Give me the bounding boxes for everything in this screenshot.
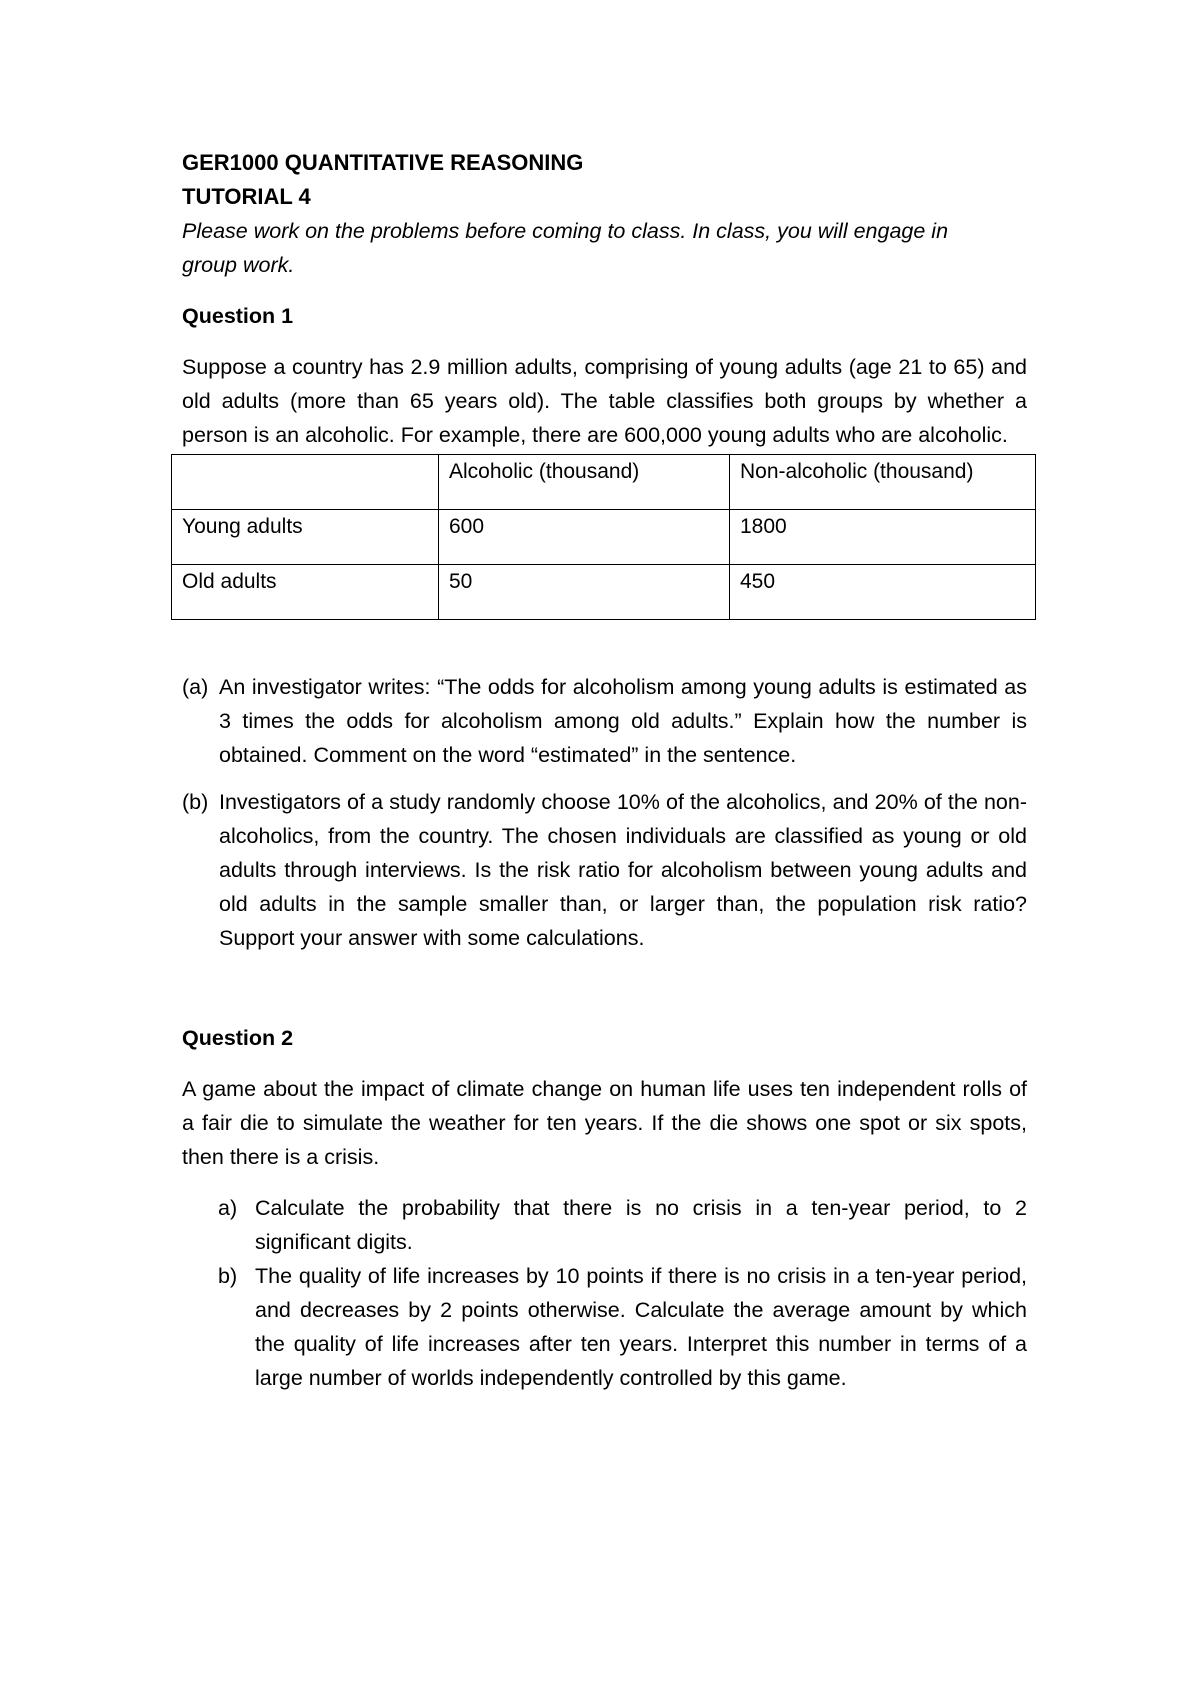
- alcoholism-table: [171, 454, 1036, 620]
- list-item: [182, 1259, 1027, 1395]
- list-item-marker: b): [218, 1264, 238, 1288]
- table-cell: 50: [439, 565, 730, 620]
- table-header-cell: [172, 455, 439, 510]
- question-1-heading: Question 1: [182, 304, 294, 328]
- table-row-label: Old adults: [172, 565, 439, 620]
- list-item: [182, 785, 1027, 955]
- table-header-cell: Non-alcoholic (thousand): [730, 455, 1036, 510]
- list-item: [182, 670, 1027, 772]
- list-item-marker: a): [218, 1196, 238, 1220]
- list-item-text: The quality of life increases by 10 points if there is no crisis in a ten-year period, and decreases by 2 points otherwise. Calculate the average amount by which the quality of life increases after ten years. Interpret this number in terms of a large number of worlds independently controlled by this game.: [255, 1264, 1027, 1390]
- table-header-cell: Alcoholic (thousand): [439, 455, 730, 510]
- list-item-text: Investigators of a study randomly choose 10% of the alcoholics, and 20% of the non-alcoholics, from the country. The chosen individuals are classified as young or old adults through interviews. Is the risk ratio for alcoholism between young adults and old adults in the sample smaller than, or larger than, the population risk ratio? Support your answer with some calculations.: [219, 790, 1027, 950]
- table-cell: 450: [730, 565, 1036, 620]
- question-2-body: A game about the impact of climate change on human life uses ten independent rolls of a fair die to simulate the weather for ten years. If the die shows one spot or six spots, then there is a crisis.: [182, 1077, 1027, 1169]
- question-1-table-container: [171, 454, 1036, 620]
- list-item-marker: (b): [182, 790, 209, 814]
- table-cell: 1800: [730, 510, 1036, 565]
- tutorial-title: TUTORIAL 4: [182, 184, 311, 209]
- table-row-label: Young adults: [172, 510, 439, 565]
- table-row: [172, 510, 1036, 565]
- list-item-text: Calculate the probability that there is no crisis in a ten-year period, to 2 significant digits.: [255, 1196, 1027, 1254]
- list-item-marker: (a): [182, 675, 209, 699]
- course-title: GER1000 QUANTITATIVE REASONING: [182, 150, 584, 175]
- document-content: [182, 146, 1027, 1395]
- question-2-parts: [182, 1191, 1027, 1395]
- table-cell: 600: [439, 510, 730, 565]
- list-item: [182, 1191, 1027, 1259]
- intro-instructions: Please work on the problems before coming to class. In class, you will engage in group work.: [182, 219, 949, 277]
- question-1-parts: [182, 670, 1027, 955]
- table-row: [172, 565, 1036, 620]
- question-2-heading: Question 2: [182, 1026, 294, 1050]
- table-header-row: [172, 455, 1036, 510]
- question-1-body: Suppose a country has 2.9 million adults, comprising of young adults (age 21 to 65) and old adults (more than 65 years old). The table classifies both groups by whether a person is an alcoholic. For example, there are 600,000 young adults who are alcoholic.: [182, 355, 1027, 447]
- list-item-text: An investigator writes: “The odds for alcoholism among young adults is estimated as 3 times the odds for alcoholism among old adults.” Explain how the number is obtained. Comment on the word “estimated” in the sentence.: [219, 675, 1027, 767]
